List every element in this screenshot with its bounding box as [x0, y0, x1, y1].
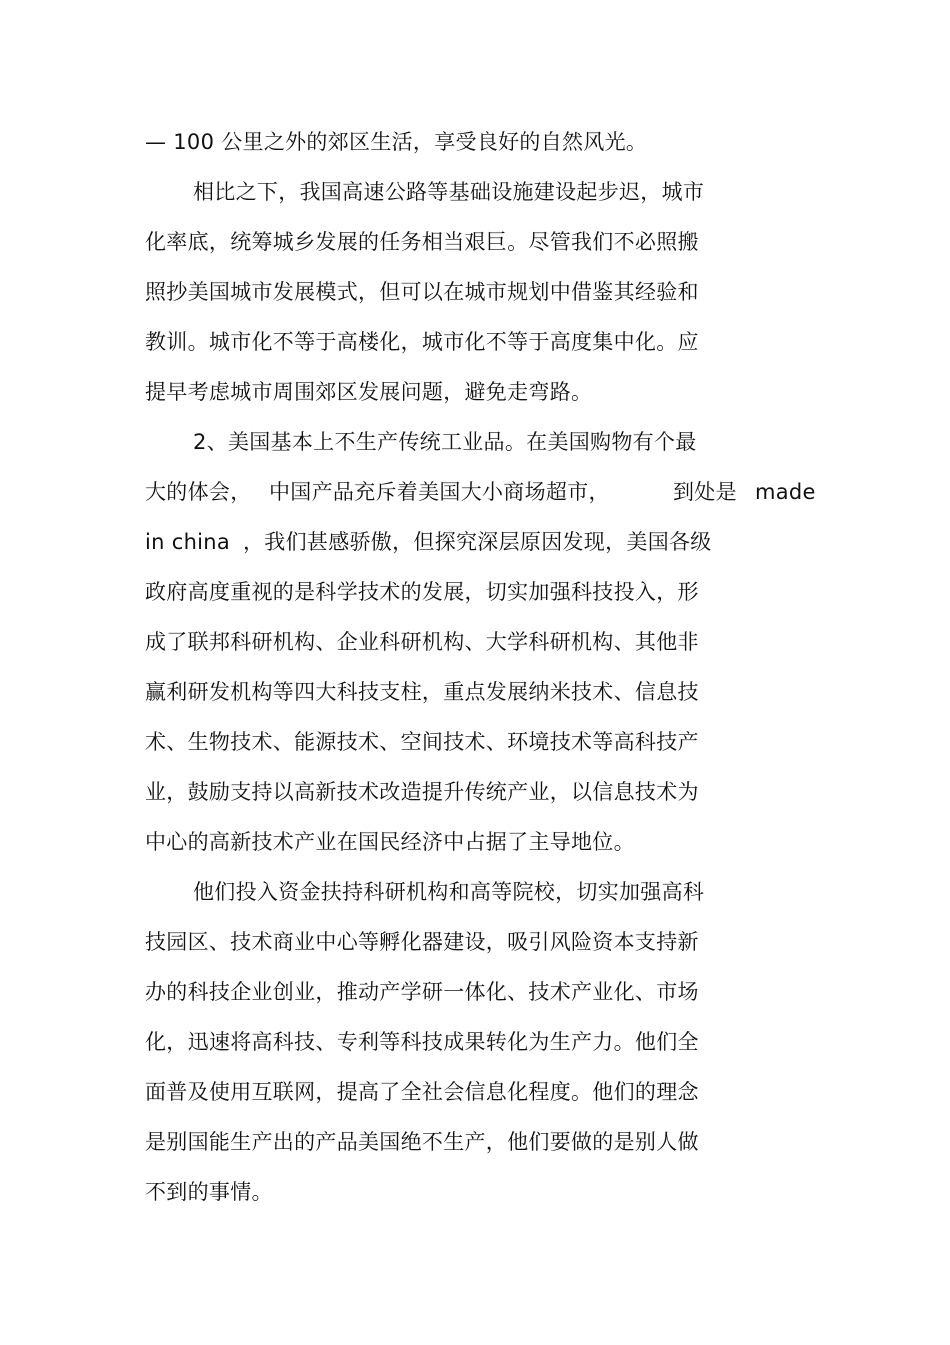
text-line: 业，鼓励支持以高新技术改造提升传统产业，以信息技术为: [145, 780, 699, 804]
text-line: 化率底，统筹城乡发展的任务相当艰巨。尽管我们不必照搬: [145, 230, 699, 254]
text-segment: 大的体会，: [145, 480, 252, 504]
text-segment: 中国产品充斥着美国大小商场超市，: [269, 480, 610, 504]
paragraph-start-line: 2、美国基本上不生产传统工业品。在美国购物有个最: [193, 430, 697, 454]
text-line: 面普及使用互联网，提高了全社会信息化程度。他们的理念: [145, 1080, 699, 1104]
text-line: 教训。城市化不等于高楼化，城市化不等于高度集中化。应: [145, 330, 699, 354]
text-line: 术、生物技术、能源技术、空间技术、环境技术等高科技产: [145, 730, 699, 754]
text-line: 照抄美国城市发展模式，但可以在城市规划中借鉴其经验和: [145, 280, 699, 304]
text-line: 是别国能生产出的产品美国绝不生产，他们要做的是别人做: [145, 1130, 699, 1154]
text-line-mixed: [145, 477, 845, 507]
text-line: 不到的事情。: [145, 1180, 273, 1204]
text-line-mixed: [145, 527, 795, 557]
text-segment: 到处是: [673, 480, 737, 504]
text-line: 成了联邦科研机构、企业科研机构、大学科研机构、其他非: [145, 630, 699, 654]
text-line: 中心的高新技术产业在国民经济中占据了主导地位。: [145, 830, 635, 854]
text-line: 提早考虑城市周围郊区发展问题，避免走弯路。: [145, 380, 593, 404]
english-text-segment: made: [755, 480, 816, 504]
paragraph-start-line: 相比之下，我国高速公路等基础设施建设起步迟，城市: [193, 180, 705, 204]
text-line: — 100 公里之外的郊区生活，享受良好的自然风光。: [145, 130, 648, 154]
paragraph-start-line: 他们投入资金扶持科研机构和高等院校，切实加强高科: [193, 880, 705, 904]
text-line: 技园区、技术商业中心等孵化器建设，吸引风险资本支持新: [145, 930, 699, 954]
english-text-segment: in china: [145, 530, 231, 554]
text-line: 赢利研发机构等四大科技支柱，重点发展纳米技术、信息技: [145, 680, 699, 704]
text-line: 政府高度重视的是科学技术的发展，切实加强科技投入，形: [145, 580, 699, 604]
text-line: 办的科技企业创业，推动产学研一体化、技术产业化、市场: [145, 980, 699, 1004]
text-line: 化，迅速将高科技、专利等科技成果转化为生产力。他们全: [145, 1030, 699, 1054]
text-segment: ，我们甚感骄傲，但探究深层原因发现，美国各级: [243, 530, 712, 554]
